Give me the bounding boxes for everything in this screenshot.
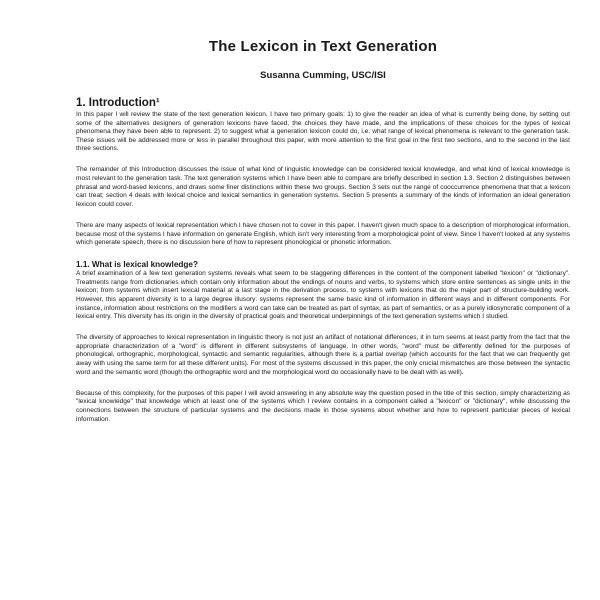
paragraph: In this paper I will review the state of the text generation lexicon. I have two primary goals: 1) to give the reader an idea of what is currently being done, by setting out some of the alternatives designers of generation lexicons have faced, the choices they have made, and the implications of these choices for the types of lexical phenomena they have been able to represent. 2) to suggest what a generation lexicon could do, i.e. what range of lexical phenomena is relevant to the generation task. These issues will be addressed more or less in parallel throughout this paper, with more attention to the first goal in the first two sections, and to the second in the last three sections.	[76, 111, 570, 153]
paragraph: A brief examination of a few text generation systems reveals what seem to be staggering differences in the content of the component labelled "lexicon" or "dictionary". Treatments range from dictionaries which contain only information about the endings of nouns and verbs, to systems which store entire sentences as single units in the lexicon; from systems which insert lexical material at a last stage in the derivation process, to systems with lexicons that do the major part of structure-building work. However, this apparent diversity is to a large degree illusory: systems represent the same basic kind of information in different ways and in different components. For instance, information about restrictions on the modifiers a word can take can be treated as part of syntax, as part of semantics, or as a purely idiosyncratic component of a lexical entry. This diversity has its origin in the diversity of practical goals and theoretical underpinnings of the text generation systems which I studied.	[76, 270, 570, 321]
author-line: Susanna Cumming, USC/ISI	[260, 70, 386, 81]
subsection-1-1-heading: 1.1. What is lexical knowledge?	[76, 260, 198, 270]
paragraph: The remainder of this Introduction discusses the issue of what kind of linguistic knowledge can be considered lexical knowledge, and what kind of lexical knowledge is most relevant to the generation task. The text generation systems which I have been able to compare are briefly described in section 1.3. Section 2 distinguishes between phrasal and word-based lexicons, and draws some finer distinctions within these two groups. Section 3 sets out the range of cooccurrence phenomena that that a lexicon can treat; section 4 deals with lexical choice and lexical semantics in generation systems. Section 5 presents a summary of the kinds of information an ideal generation lexicon could cover.	[76, 166, 570, 208]
paragraph: There are many aspects of lexical representation which I have chosen not to cover in this paper. I haven't given much space to a description of morphological information, because most of the systems I have information on generate English, which isn't very interesting from a morphological point of view. Since I haven't looked at any systems which generate speech, there is no discussion here of how to represent phonological or phonetic information.	[76, 221, 570, 247]
paper-title: The Lexicon in Text Generation	[208, 38, 438, 55]
section-1-heading: 1. Introduction¹	[76, 97, 160, 109]
paragraph: The diversity of approaches to lexical representation in linguistic theory is not just an artifact of notational differences, it in turn seems at least partly from the fact that the appropriate characterization of a "word" is different in different subsystems of language. In other words, "word" must be differently defined for the purposes of phonological, orthographic, morphological, syntactic and semantic regularities, although there is a partial overlap (which accounts for the fact that we can frequently get away with using the same term for all these different units). For most of the systems discussed in this paper, the only crucial mismatches are those between the syntactic word and the semantic word (though the orthographic word and the morphological word do occasionally have to be dealt with as well).	[76, 334, 570, 376]
paragraph: Because of this complexity, for the purposes of this paper I will avoid answering in any absolute way the question posed in the title of this section, simply characterizing as "lexical knowledge" that knowledge which at least one of the systems which I review contains in a component called a "lexicon" or "dictionary", while discussing the connections between the structure of particular systems and the decisions made in those systems about whether and how to represent particular pieces of lexical information.	[76, 389, 570, 423]
